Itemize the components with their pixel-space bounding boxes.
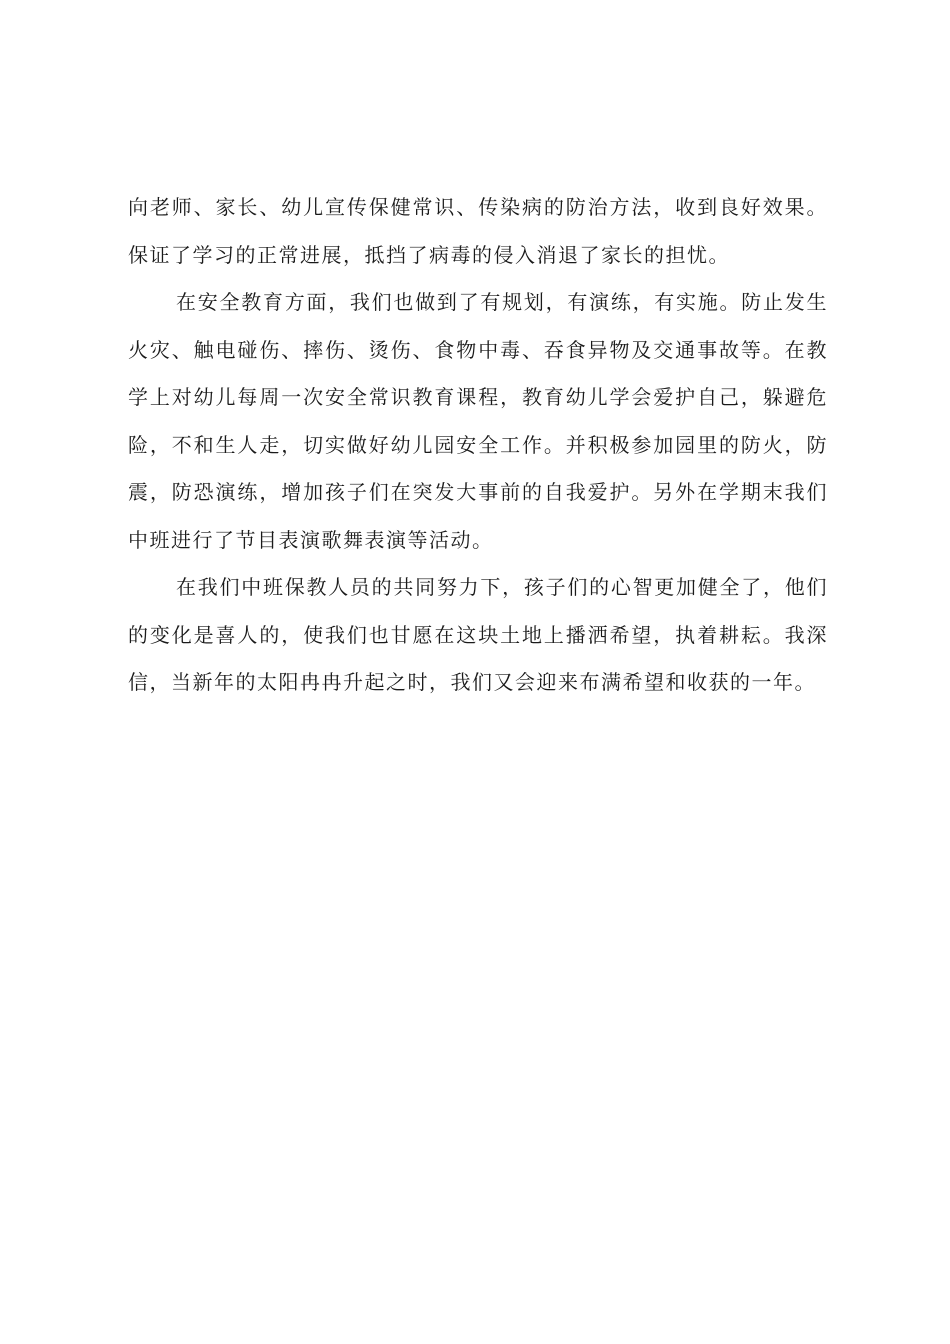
document-body	[128, 184, 828, 707]
paragraph-health-education: 向老师、家长、幼儿宣传保健常识、传染病的防治方法，收到良好效果。 保证了学习的正常进展，抵挡了病毒的侵入消退了家长的担忧。	[128, 195, 828, 267]
paragraph-conclusion: 在我们中班保教人员的共同努力下，孩子们的心智更加健全了，他们的变化是喜人的，使我们也甘愿在这块土地上播洒希望，执着耕耘。我深信，当新年的太阳冉冉升起之时，我们又会迎来布满希望和收获的一年。	[128, 575, 828, 694]
paragraph-safety-education: 在安全教育方面，我们也做到了有规划，有演练，有实施。防止发生火灾、触电碰伤、摔伤、烫伤、食物中毒、吞食异物及交通事故等。在教学上对幼儿每周一次安全常识教育课程，教育幼儿学会爱护自己，躲避危险，不和生人走，切实做好幼儿园安全工作。并积极参加园里的防火，防震，防恐演练，增加孩子们在突发大事前的自我爱护。另外在学期末我们中班进行了节目表演歌舞表演等活动。	[128, 290, 828, 552]
